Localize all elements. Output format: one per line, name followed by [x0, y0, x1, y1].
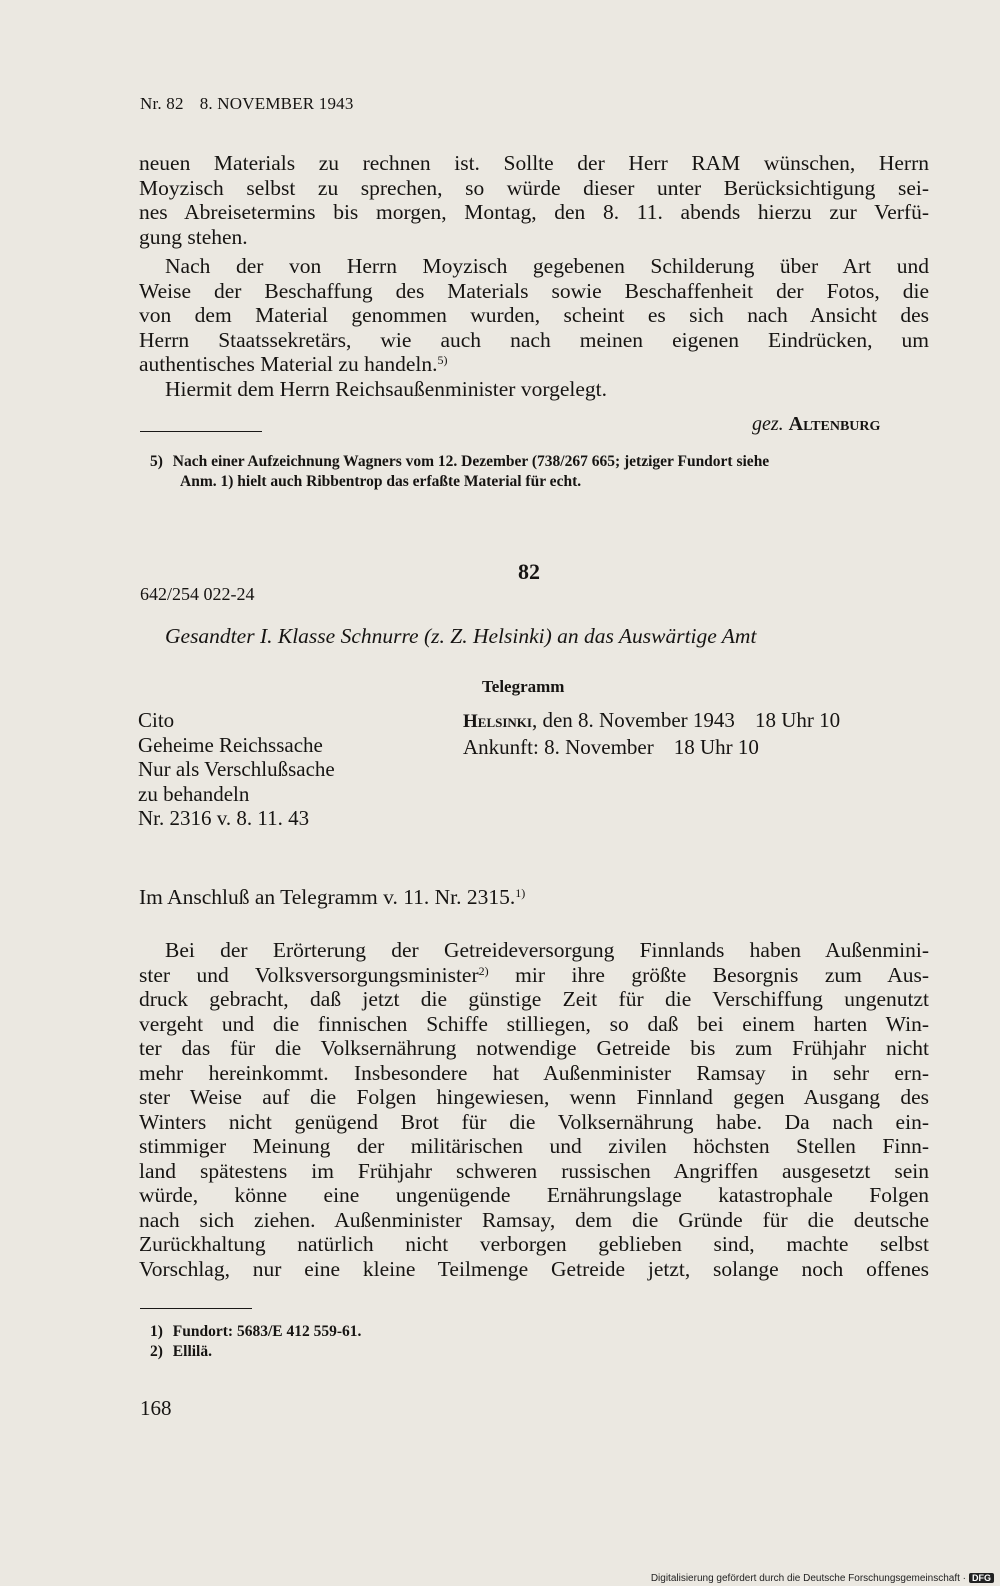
paragraph-main — [139, 938, 929, 1281]
arrival-time: 18 Uhr 10 — [673, 734, 759, 759]
dispatch-line — [463, 708, 840, 735]
footnote-marker: 2) — [150, 1343, 163, 1360]
dispatch-time: 18 Uhr 10 — [754, 708, 841, 732]
footnote-ref: 2) — [478, 963, 489, 978]
text-line-content: authentisches Material zu handeln. — [139, 352, 438, 376]
text-line-content: ster und Volksversorgungsminister — [139, 962, 479, 987]
footnote-marker: 5) — [150, 453, 163, 470]
footnote-ref: 5) — [437, 353, 448, 367]
document-title: Gesandter I. Klasse Schnurre (z. Z. Helsinki) an das Auswärtige Amt — [165, 624, 757, 648]
classification-line: Cito — [138, 708, 175, 732]
text-line: vergeht und die finnischen Schiffe stilliegen, so daß bei einem harten Win- — [139, 1011, 929, 1036]
telegram-label: Telegramm — [482, 677, 565, 696]
text-line — [139, 963, 929, 988]
text-line: nes Abreisetermins bis morgen, Montag, den 8. 11. abends hierzu zur Verfü- — [139, 200, 929, 224]
text-line: Hiermit dem Herrn Reichsaußenminister vorgelegt. — [165, 376, 608, 401]
footnote-separator — [140, 431, 262, 432]
running-header — [140, 94, 354, 114]
text-line: Vorschlag, nur eine kleine Teilmenge Getreide jetzt, solange noch offenes — [139, 1256, 929, 1281]
dfg-logo: DFG — [969, 1573, 994, 1583]
text-line: Bei der Erörterung der Getreideversorgung Finnlands haben Außenmini- — [165, 938, 929, 962]
paragraph-moyzisch — [139, 254, 929, 401]
text-line: gung stehen. — [139, 224, 248, 249]
text-line: Nach der von Herrn Moyzisch gegebenen Schilderung über Art und — [165, 254, 929, 278]
signature — [752, 413, 880, 436]
footer-text: Digitalisierung gefördert durch die Deutsche Forschungsgemeinschaft · — [650, 1573, 966, 1584]
dispatch-date: , den 8. November 1943 — [531, 708, 735, 732]
header-date: 8. NOVEMBER 1943 — [199, 94, 354, 113]
text-line: nach sich ziehen. Außenminister Ramsay, dem die Gründe für die deutsche — [139, 1207, 929, 1232]
footnote-text: Ellilä. — [172, 1343, 212, 1360]
archive-reference: 642/254 022-24 — [140, 584, 255, 604]
text-line: würde, könne eine ungenügende Ernährungslage katastrophale Folgen — [139, 1183, 929, 1207]
text-line: von dem Material genommen wurden, scheint es sich nach Ansicht des — [139, 303, 929, 327]
text-line: Zurückhaltung natürlich nicht verborgen geblieben sind, machte selbst — [139, 1232, 929, 1256]
text-line: Moyzisch selbst zu sprechen, so würde dieser unter Berücksichtigung sei- — [139, 175, 929, 200]
text-line: ter das für die Volksernährung notwendige Getreide bis zum Frühjahr nicht — [139, 1036, 929, 1060]
classification-line: Geheime Reichssache — [138, 732, 323, 757]
text-line: Weise der Beschaffung des Materials sowie Beschaffenheit der Fotos, die — [139, 278, 929, 303]
text-line: druck gebracht, daß jetzt die günstige Zeit für die Verschiffung ungenutzt — [139, 987, 929, 1011]
footnote-text: Nach einer Aufzeichnung Wagners vom 12. Dezember (738/267 665; jetziger Fundort siehe — [172, 453, 770, 470]
footnote-marker: 1) — [150, 1323, 163, 1340]
text-line — [139, 352, 929, 377]
signature-name: Altenburg — [788, 413, 881, 435]
classification-line: Nur als Verschlußsache — [138, 757, 335, 781]
header-number: Nr. 82 — [140, 94, 184, 113]
text-line: ster Weise auf die Folgen hingewiesen, wenn Finnland gegen Ausgang des — [139, 1085, 929, 1109]
text-line: Winters nicht genügend Brot für die Volksernährung habe. Da nach ein- — [139, 1109, 929, 1134]
text-line: stimmiger Meinung der militärischen und zivilen höchsten Stellen Finn- — [139, 1134, 929, 1158]
text-line: neuen Materials zu rechnen ist. Sollte der Herr RAM wünschen, Herrn — [139, 151, 929, 175]
intro-line — [139, 885, 525, 910]
arrival-date: Ankunft: 8. November — [463, 734, 654, 759]
classification-line: Nr. 2316 v. 8. 11. 43 — [138, 806, 310, 830]
footnote-1 — [150, 1322, 361, 1342]
signature-prefix: gez. — [752, 413, 784, 435]
footnote-text: Fundort: 5683/E 412 559-61. — [172, 1323, 362, 1340]
classification-block — [138, 708, 335, 831]
page-number: 168 — [140, 1396, 172, 1420]
arrival-line — [463, 735, 840, 760]
paragraph-continuation — [139, 151, 929, 249]
text-line: mehr hereinkommt. Insbesondere hat Außenminister Ramsay in sehr ern- — [139, 1060, 929, 1085]
document-number: 82 — [518, 559, 540, 584]
footnote-5-continued: Anm. 1) hielt auch Ribbentrop das erfaßte Material für echt. — [180, 473, 582, 490]
text-line: Herrn Staatssekretärs, wie auch nach meinen eigenen Eindrücken, um — [139, 327, 929, 352]
text-line-content: mir ihre größte Besorgnis zum Aus- — [515, 962, 929, 987]
text-line: land spätestens im Frühjahr schweren russischen Angriffen ausgesetzt sein — [139, 1158, 929, 1183]
dispatch-block — [463, 708, 840, 759]
dispatch-place: Helsinki — [463, 711, 532, 732]
intro-text: Im Anschluß an Telegramm v. 11. Nr. 2315. — [139, 885, 516, 909]
footnote-2 — [150, 1342, 212, 1362]
footnote-ref: 1) — [515, 886, 526, 900]
footnote-5 — [150, 452, 769, 472]
classification-line: zu behandeln — [138, 781, 250, 806]
footnote-separator — [140, 1308, 252, 1309]
digitization-footer — [651, 1573, 994, 1584]
